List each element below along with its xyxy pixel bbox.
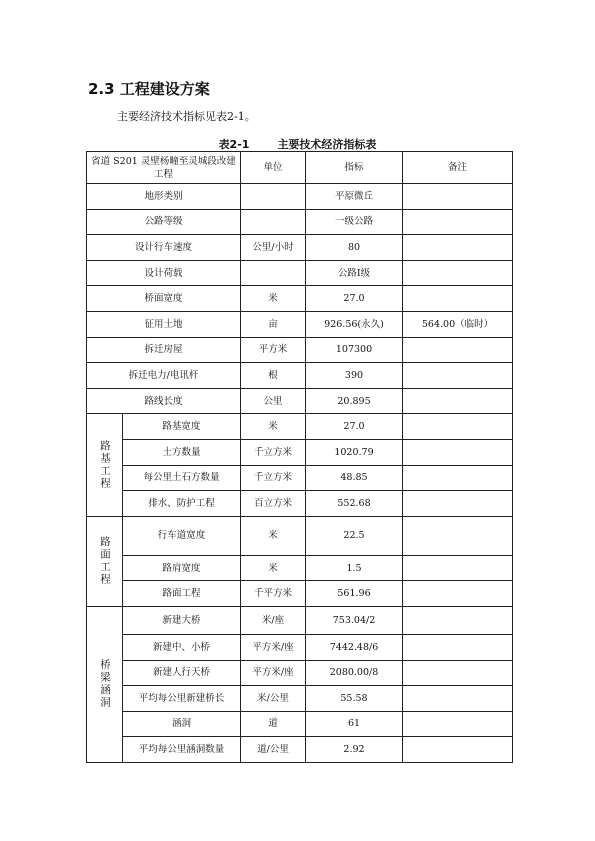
row-note xyxy=(403,363,513,389)
table-row xyxy=(87,686,513,712)
table-caption-title: 主要技术经济指标表 xyxy=(277,138,377,151)
table-row xyxy=(87,184,513,210)
row-unit xyxy=(241,209,306,235)
row-name: 公路等级 xyxy=(87,209,241,235)
table-row xyxy=(87,491,513,517)
row-name: 拆迁房屋 xyxy=(87,337,241,363)
row-unit: 亩 xyxy=(241,311,306,337)
row-note xyxy=(403,606,513,634)
row-name: 行车道宽度 xyxy=(123,516,241,555)
row-note xyxy=(403,235,513,261)
row-note: 564.00（临时） xyxy=(403,311,513,337)
row-value: 1.5 xyxy=(306,555,403,581)
row-note xyxy=(403,209,513,235)
row-unit: 米/座 xyxy=(241,606,306,634)
row-unit: 千平方米 xyxy=(241,581,306,607)
row-value: 55.58 xyxy=(306,686,403,712)
row-unit: 米 xyxy=(241,555,306,581)
row-value: 1020.79 xyxy=(306,439,403,465)
group-label-text: 桥梁涵洞 xyxy=(99,659,111,710)
table-row xyxy=(87,711,513,737)
row-name: 土方数量 xyxy=(123,439,241,465)
table-row xyxy=(87,260,513,286)
row-note xyxy=(403,184,513,210)
row-value: 27.0 xyxy=(306,414,403,440)
intro-paragraph: 主要经济技术指标见表2-1。 xyxy=(117,110,256,123)
row-name: 桥面宽度 xyxy=(87,286,241,312)
header-project: 省道 S201 灵壁杨疃至灵城段改建工程 xyxy=(87,152,241,184)
row-value: 48.85 xyxy=(306,465,403,491)
table-row xyxy=(87,606,513,634)
row-value: 561.96 xyxy=(306,581,403,607)
row-unit: 米 xyxy=(241,414,306,440)
table-row xyxy=(87,388,513,414)
row-unit: 平方米 xyxy=(241,337,306,363)
row-name: 地形类别 xyxy=(87,184,241,210)
row-note xyxy=(403,439,513,465)
header-note: 备注 xyxy=(403,152,513,184)
row-value: 552.68 xyxy=(306,491,403,517)
row-name: 新建大桥 xyxy=(123,606,241,634)
group-label xyxy=(87,414,123,516)
table-row xyxy=(87,516,513,555)
row-note xyxy=(403,414,513,440)
row-unit xyxy=(241,184,306,210)
row-name: 新建中、小桥 xyxy=(123,634,241,660)
row-value: 926.56(永久) xyxy=(306,311,403,337)
group-label xyxy=(87,516,123,606)
indicator-table xyxy=(86,151,513,763)
row-note xyxy=(403,388,513,414)
row-value: 公路Ⅰ级 xyxy=(306,260,403,286)
row-value: 80 xyxy=(306,235,403,261)
table-header-row xyxy=(87,152,513,184)
row-note xyxy=(403,465,513,491)
row-unit: 百立方米 xyxy=(241,491,306,517)
row-unit: 千立方米 xyxy=(241,465,306,491)
row-value: 一级公路 xyxy=(306,209,403,235)
row-unit: 平方米/座 xyxy=(241,660,306,686)
row-note xyxy=(403,634,513,660)
row-note xyxy=(403,711,513,737)
row-value: 2080.00/8 xyxy=(306,660,403,686)
row-value: 61 xyxy=(306,711,403,737)
row-unit: 根 xyxy=(241,363,306,389)
table-row xyxy=(87,337,513,363)
row-name: 征用土地 xyxy=(87,311,241,337)
row-value: 390 xyxy=(306,363,403,389)
table-row xyxy=(87,634,513,660)
header-unit: 单位 xyxy=(241,152,306,184)
row-name: 平均每公里涵洞数量 xyxy=(123,737,241,763)
row-name: 新建人行天桥 xyxy=(123,660,241,686)
row-name: 涵洞 xyxy=(123,711,241,737)
row-value: 27.0 xyxy=(306,286,403,312)
row-note xyxy=(403,581,513,607)
table-row xyxy=(87,311,513,337)
row-value: 7442.48/6 xyxy=(306,634,403,660)
table-row xyxy=(87,235,513,261)
row-unit xyxy=(241,260,306,286)
row-value: 20.895 xyxy=(306,388,403,414)
row-note xyxy=(403,260,513,286)
table-caption-number: 表2-1 xyxy=(218,138,250,151)
row-name: 设计荷载 xyxy=(87,260,241,286)
row-unit: 米 xyxy=(241,286,306,312)
row-name: 路线长度 xyxy=(87,388,241,414)
row-note xyxy=(403,491,513,517)
group-label xyxy=(87,606,123,762)
row-note xyxy=(403,516,513,555)
row-unit: 公里/小时 xyxy=(241,235,306,261)
table-row xyxy=(87,209,513,235)
row-unit: 米/公里 xyxy=(241,686,306,712)
table-row xyxy=(87,414,513,440)
header-value: 指标 xyxy=(306,152,403,184)
row-note xyxy=(403,337,513,363)
row-name: 路肩宽度 xyxy=(123,555,241,581)
row-note xyxy=(403,686,513,712)
row-value: 2.92 xyxy=(306,737,403,763)
row-value: 平原微丘 xyxy=(306,184,403,210)
table-row xyxy=(87,555,513,581)
table-row xyxy=(87,286,513,312)
row-name: 平均每公里新建桥长 xyxy=(123,686,241,712)
row-note xyxy=(403,555,513,581)
row-unit: 千立方米 xyxy=(241,439,306,465)
table-row xyxy=(87,737,513,763)
table-row xyxy=(87,581,513,607)
table-row xyxy=(87,465,513,491)
row-name: 排水、防护工程 xyxy=(123,491,241,517)
row-value: 22.5 xyxy=(306,516,403,555)
row-note xyxy=(403,660,513,686)
table-caption xyxy=(0,136,595,152)
row-name: 路面工程 xyxy=(123,581,241,607)
row-unit: 道/公里 xyxy=(241,737,306,763)
table-row xyxy=(87,439,513,465)
row-note xyxy=(403,737,513,763)
table-row xyxy=(87,363,513,389)
row-name: 路基宽度 xyxy=(123,414,241,440)
row-value: 107300 xyxy=(306,337,403,363)
row-unit: 米 xyxy=(241,516,306,555)
row-value: 753.04/2 xyxy=(306,606,403,634)
row-unit: 平方米/座 xyxy=(241,634,306,660)
group-label-text: 路基工程 xyxy=(99,440,111,491)
row-note xyxy=(403,286,513,312)
row-unit: 道 xyxy=(241,711,306,737)
group-label-text: 路面工程 xyxy=(99,536,111,587)
row-name: 拆迁电力/电讯杆 xyxy=(87,363,241,389)
table-row xyxy=(87,660,513,686)
section-heading: 2.3 工程建设方案 xyxy=(88,80,210,98)
row-unit: 公里 xyxy=(241,388,306,414)
row-name: 设计行车速度 xyxy=(87,235,241,261)
row-name: 每公里土石方数量 xyxy=(123,465,241,491)
